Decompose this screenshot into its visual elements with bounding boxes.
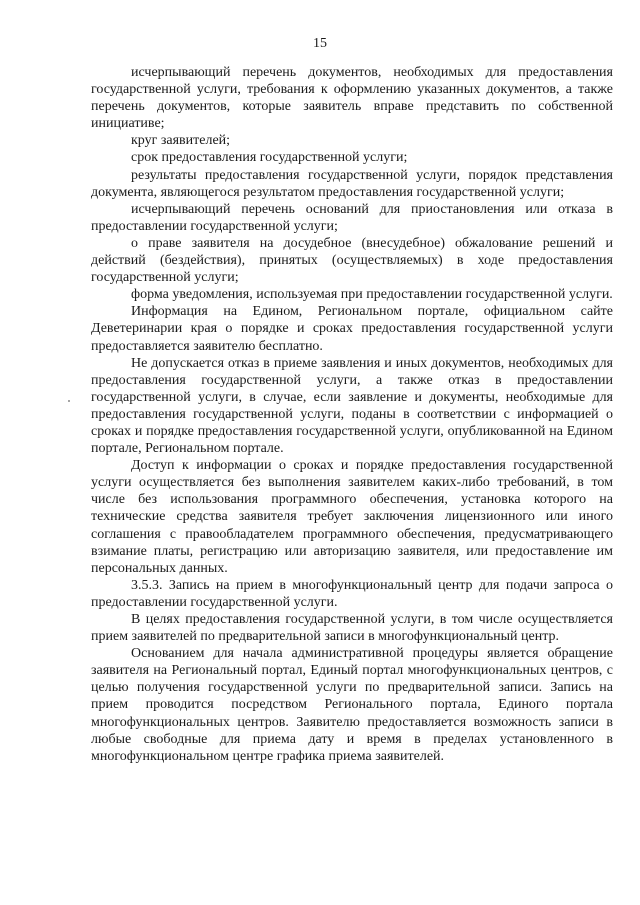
paragraph-documents-list: исчерпывающий перечень документов, необходимых для предоставления государственной услуги, требования к оформлению указанных документов, а также перечень документов, которые заявитель вправе представить по собственной инициативе;	[91, 65, 613, 132]
paragraph-appeal-right: о праве заявителя на досудебное (внесудебное) обжалование решений и действий (бездействия), принятых (осуществляемых) в ходе предоставления государственной услуги;	[91, 235, 613, 286]
paragraph-section-3-5-3: 3.5.3. Запись на прием в многофункциональный центр для подачи запроса о предоставлении государственной услуги.	[91, 577, 613, 610]
paragraph-service-results: результаты предоставления государственной услуги, порядок представления документа, являющегося результатом предоставления государственной услуги;	[91, 167, 613, 200]
paragraph-preliminary-appointment: В целях предоставления государственной услуги, в том числе осуществляется прием заявителей по предварительной записи в многофункциональный центр.	[91, 612, 613, 645]
paragraph-notification-form: форма уведомления, используемая при предоставлении государственной услуги.	[131, 287, 613, 303]
paragraph-free-information: Информация на Едином, Региональном портале, официальном сайте Деветеринарии края о порядке и сроках предоставления государственной услуги предоставляется заявителю бесплатно.	[91, 304, 613, 354]
paragraph-no-refusal: Не допускается отказ в приеме заявления и иных документов, необходимых для предоставления государственной услуги, а также отказ в предоставлении государственной услуги, в случае, если заявление и документы, необходимые для предоставления государственной услуги, поданы в соответствии с информацией о сроках и порядке предоставления государственной услуги, опубликованной на Едином портале, Региональном портале.	[91, 355, 613, 457]
margin-mark	[68, 400, 70, 402]
paragraph-service-term: срок предоставления государственной услуги;	[131, 150, 408, 166]
paragraph-refusal-grounds: исчерпывающий перечень оснований для приостановления или отказа в предоставлении государственной услуги;	[91, 201, 613, 234]
document-body	[91, 64, 613, 765]
paragraph-procedure-basis: Основанием для начала административной процедуры является обращение заявителя на Региональный портал, Единый портал многофункциональных центров, с целью получения государственной услуги по предварительной записи. Запись на прием проводится посредством Регионального портала, Единого портала многофункциональных центров. Заявителю предоставляется возможность записи в любые свободные для приема дату и время в пределах установленного в многофункциональном центре графика приема заявителей.	[91, 646, 613, 764]
paragraph-information-access: Доступ к информации о сроках и порядке предоставления государственной услуги осуществляется без выполнения заявителем каких-либо требований, в том числе без использования программного обеспечения, установка которого на технические средства заявителя требует заключения лицензионного или иного соглашения с правообладателем программного обеспечения, предусматривающего взимание платы, регистрацию или авторизацию заявителя, или предоставление им персональных данных.	[91, 458, 613, 576]
paragraph-applicants: круг заявителей;	[131, 133, 231, 149]
page-number: 15	[313, 36, 327, 51]
